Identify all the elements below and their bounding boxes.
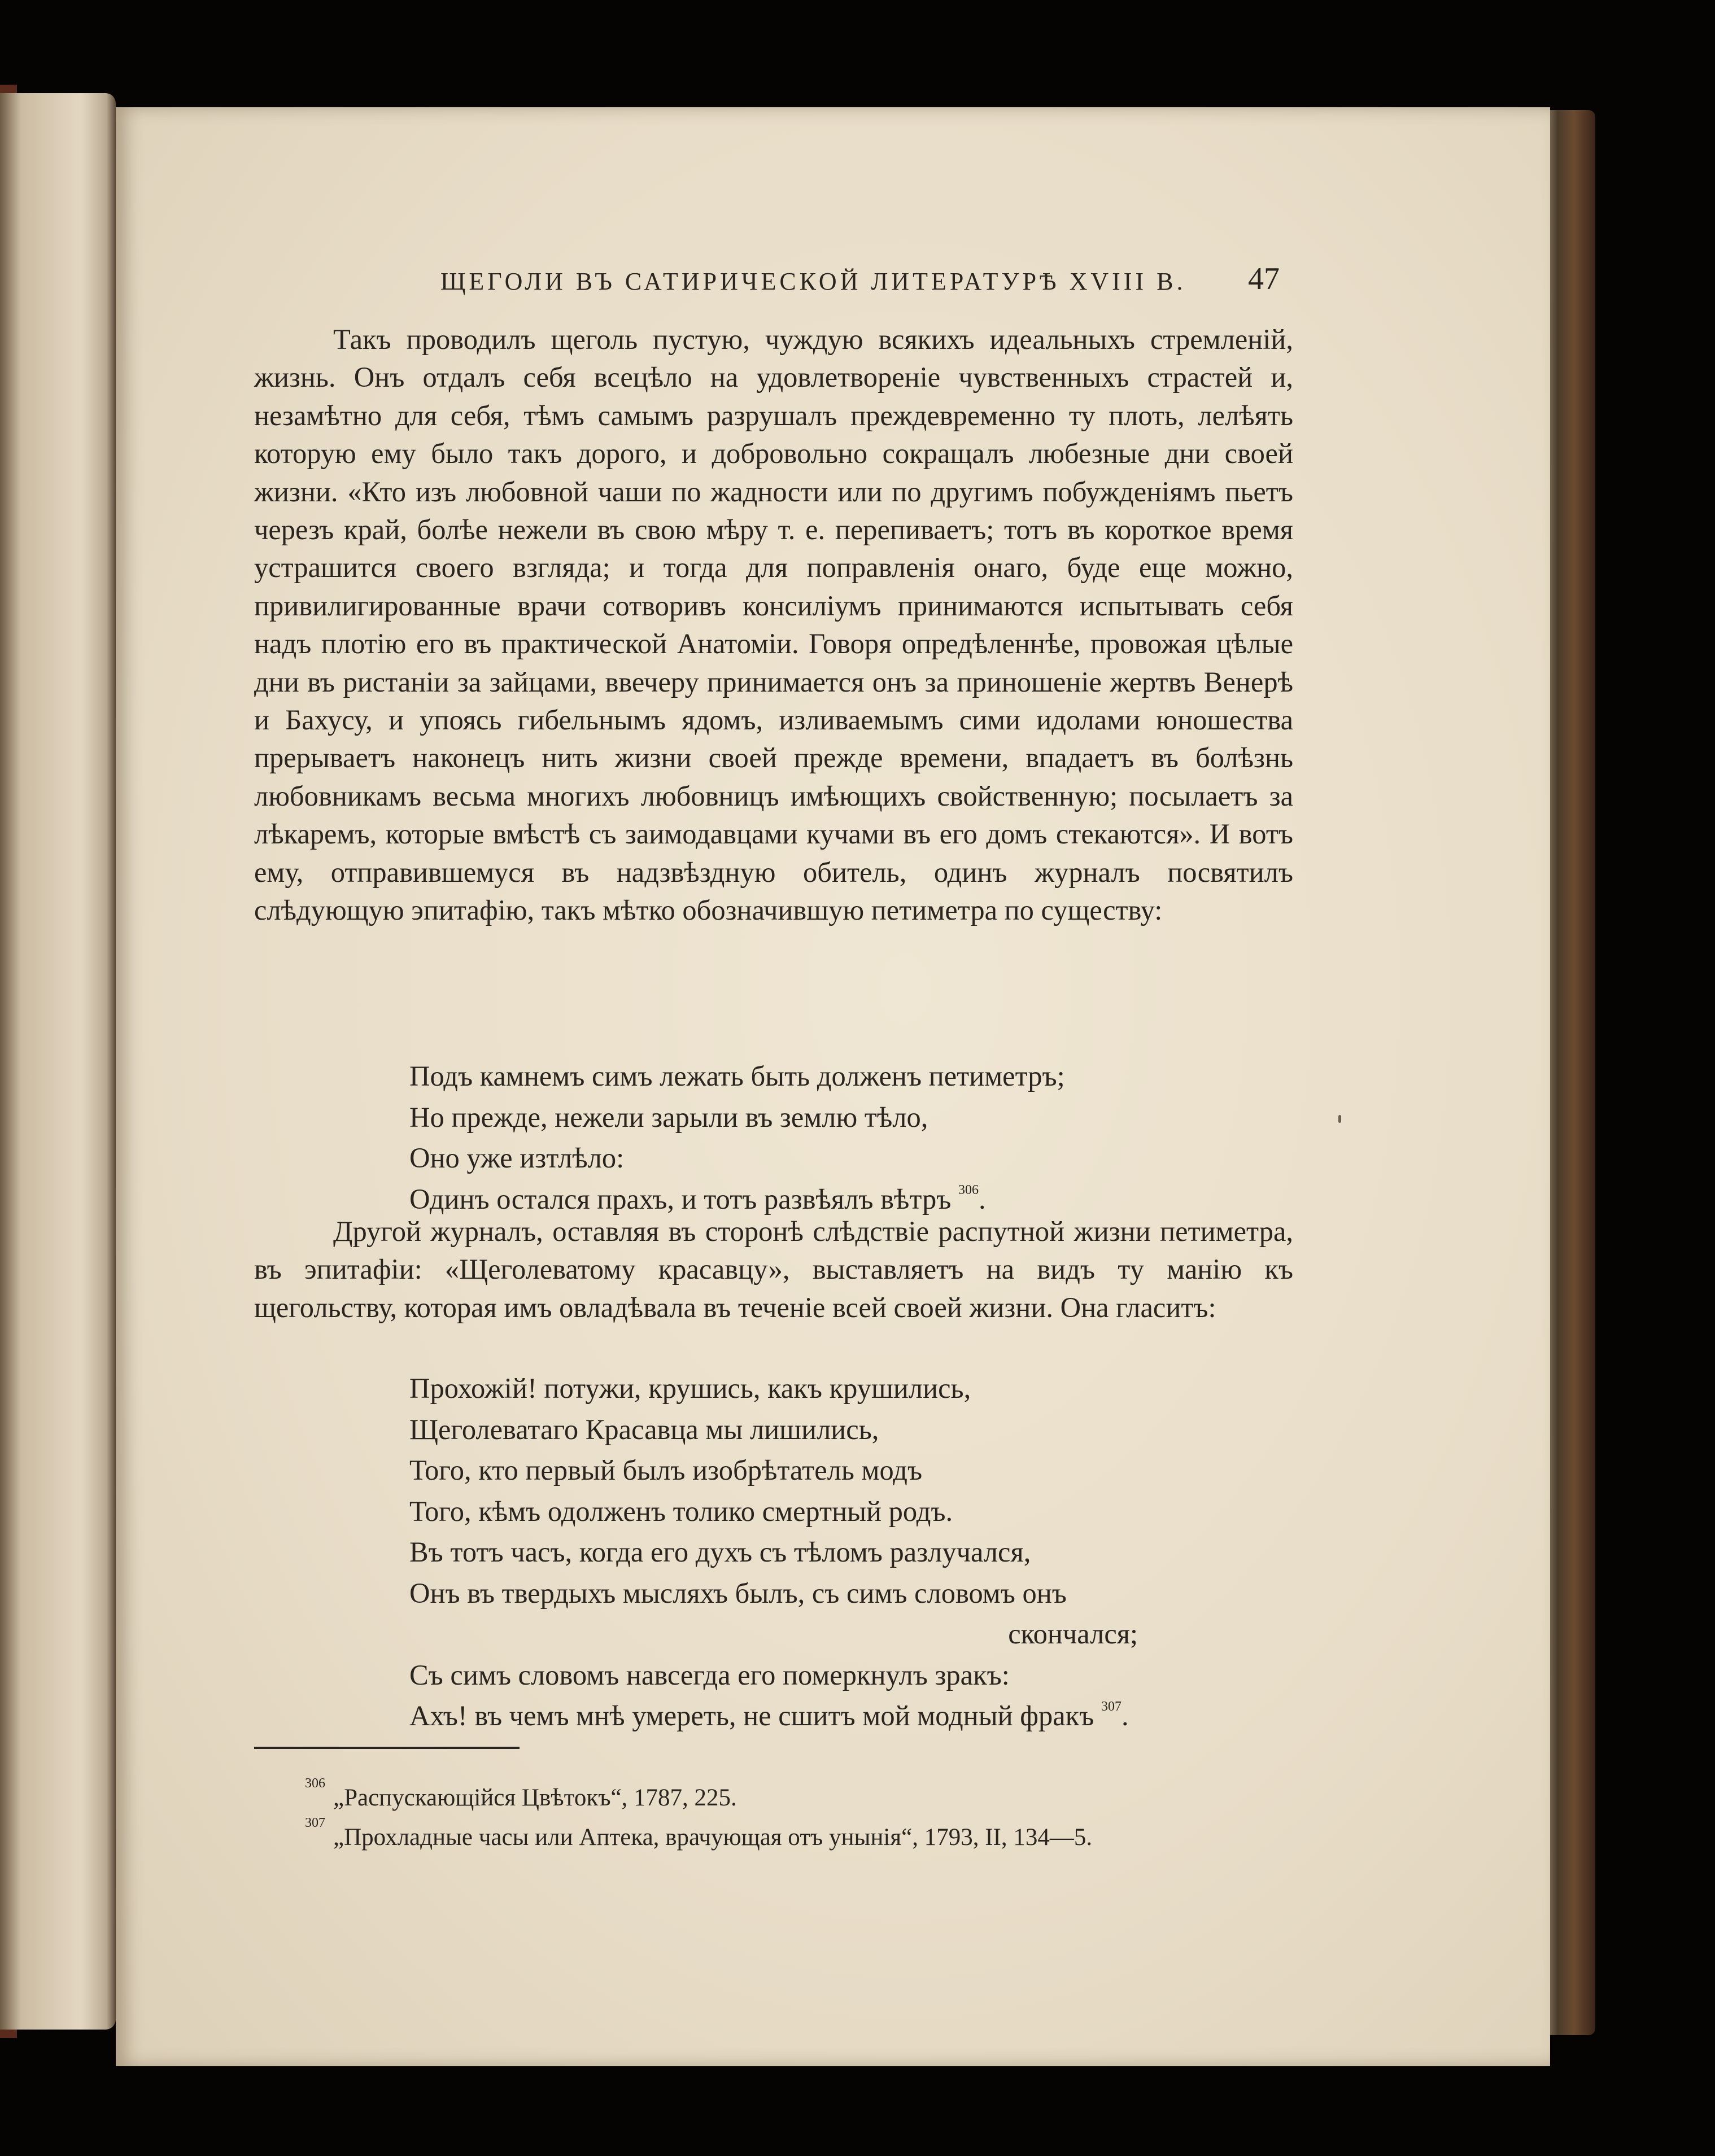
verse-line: Прохожій! потужи, крушись, какъ крушились, [409,1372,971,1404]
paragraph-2 [254,1213,1293,1327]
verse-line: Онъ въ твердыхъ мысляхъ былъ, съ симъ словомъ онъ [409,1577,1067,1609]
verse-line-text: Одинъ остался прахъ, и тотъ развѣялъ вѣтръ [409,1183,952,1215]
paper-speck [1338,1115,1341,1123]
page-number: 47 [1248,261,1280,296]
epitaph-verse-2 [409,1368,1290,1737]
verse-end-punct: . [979,1183,986,1215]
verse-line: Оно уже изтлѣло: [409,1142,625,1174]
paragraph-2-text: Другой журналъ, оставляя въ сторонѣ слѣдствіе распутной жизни петиметра, въ эпитафіи: «Щеголеватому красавцу», выставляетъ на видъ ту манію къ щегольству, которая имъ овладѣвала въ теченіе всей своей жизни. Она гласитъ: [254,1215,1293,1323]
verse-line-last [409,1695,1290,1737]
verse-line: Того, кто первый былъ изобрѣтатель модъ [409,1454,923,1486]
verse-line: Щеголеватаго Красавца мы лишились, [409,1413,879,1445]
footnote-307 [305,1816,1093,1851]
verse-line: Но прежде, нежели зарыли въ землю тѣло, [409,1101,928,1133]
paragraph-1 [254,321,1293,930]
footnote-text: „Прохладные часы или Аптека, врачующая отъ унынія“, 1793, II, 134—5. [333,1824,1093,1851]
verse-line: Подъ камнемъ симъ лежать быть долженъ петиметръ; [409,1060,1065,1092]
footnote-rule [254,1747,520,1749]
verse-line: Въ тотъ часъ, когда его духъ съ тѣломъ разлучался, [409,1536,1031,1568]
footnote-number: 307 [305,1816,325,1830]
verse-line: Того, кѣмъ одолженъ толико смертный родъ. [409,1495,953,1527]
footnote-306 [305,1776,737,1812]
paragraph-1-text: Такъ проводилъ щеголь пустую, чуждую всякихъ идеальныхъ стремленій, жизнь. Онъ отдалъ себя всецѣло на удовлетвореніе чувственныхъ страстей и, незамѣтно для себя, тѣмъ самымъ разрушалъ преждевременно ту плоть, лелѣять которую ему было такъ дорого, и добровольно сокращалъ любезные дни своей жизни. «Кто изъ любовной чаши по жадности или по другимъ побужденіямъ пьетъ черезъ край, болѣе нежели въ свою мѣру т. е. перепиваетъ; тотъ въ короткое время устрашится своего взгляда; и тогда для поправленія онаго, буде еще можно, привилигированные врачи сотворивъ консиліумъ принимаются испытывать себя надъ плотію его въ практической Анатоміи. Говоря опредѣленнѣе, провожая цѣлые дни въ ристаніи за зайцами, ввечеру принимается онъ за приношеніе жертвъ Венерѣ и Бахусу, и упоясь гибельнымъ ядомъ, изливаемымъ сими идолами юношества прерываетъ наконецъ нить жизни своей прежде времени, впадаетъ въ болѣзнь любовникамъ весьма многихъ любовницъ имѣющихъ свойственную; посылаетъ за лѣкаремъ, которые вмѣстѣ съ заимодавцами кучами въ его домъ стекаются». И вотъ ему, отправившемуся въ надзвѣздную обитель, одинъ журналъ посвятилъ слѣдующую эпитафію, такъ мѣтко обозначившую петиметра по существу: [254,323,1293,926]
verse-line: Съ симъ словомъ навсегда его померкнулъ зракъ: [409,1659,1010,1691]
footnote-number: 306 [305,1776,325,1791]
footnote-text: „Распускающійся Цвѣтокъ“, 1787, 225. [333,1785,737,1811]
footnote-ref-307[interactable]: 307 [1101,1699,1121,1714]
epitaph-verse-1 [409,1056,1290,1219]
verse-line-continuation: скончался; [1008,1618,1138,1650]
verse-end-punct: . [1121,1700,1129,1731]
running-head: ЩЕГОЛИ ВЪ САТИРИЧЕСКОЙ ЛИТЕРАТУРѢ XVIII В. [440,268,1186,295]
verse-line-text: Ахъ! въ чемъ мнѣ умереть, не сшитъ мой модный фракъ [409,1700,1094,1731]
facing-page-edge [0,93,116,2030]
footnote-ref-306[interactable]: 306 [958,1182,979,1197]
